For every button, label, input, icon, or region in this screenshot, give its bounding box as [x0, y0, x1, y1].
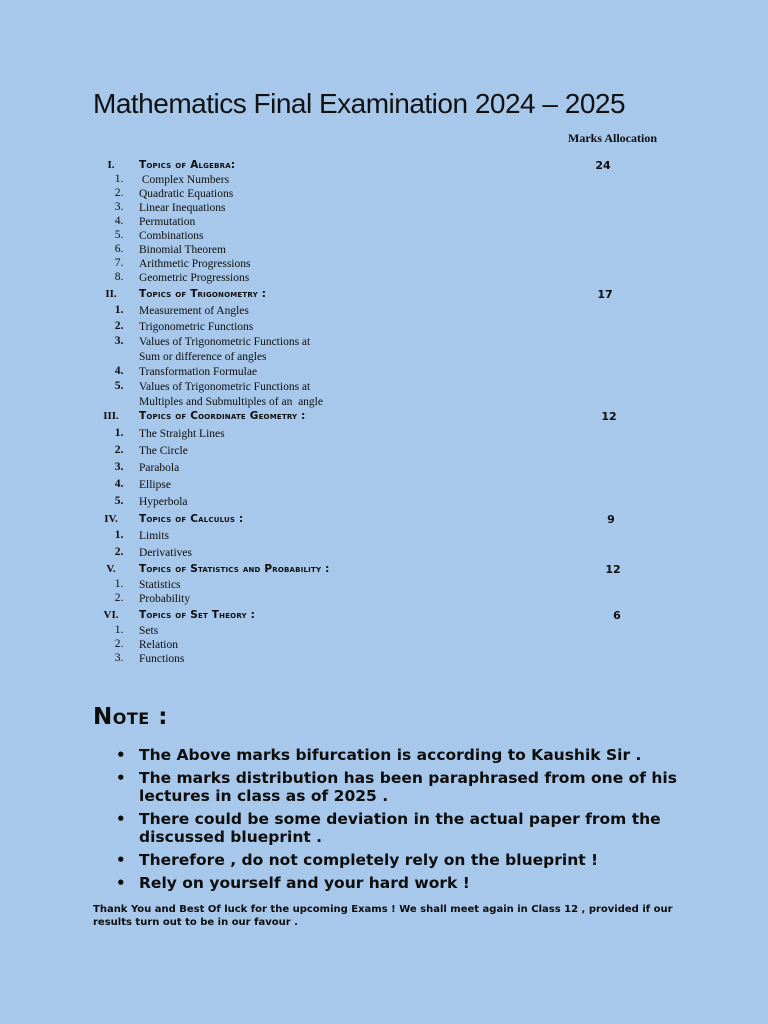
item-label: Values of Trigonometric Functions at	[139, 336, 311, 348]
item-label: The Straight Lines	[139, 428, 225, 440]
section-algebra	[0, 159, 768, 285]
section-number: III.	[103, 410, 119, 422]
note-text: The marks distribution has been paraphrased from one of his lectures in class as of 2025 .	[139, 769, 677, 805]
item-label: Arithmetic Progressions	[139, 258, 251, 270]
item-label: Quadratic Equations	[139, 188, 234, 200]
bullet-icon: •	[116, 874, 126, 892]
note-text: There could be some deviation in the actual paper from the discussed blueprint .	[139, 810, 661, 846]
item-label-continued: Multiples and Submultiples of an angle	[139, 395, 323, 408]
section-number: I.	[107, 159, 115, 171]
item-number: 1.	[114, 427, 124, 439]
list-item	[0, 365, 768, 380]
item-label: Limits	[139, 530, 170, 542]
item-number: 2.	[114, 320, 124, 332]
list-item	[0, 215, 768, 229]
list-item	[0, 495, 768, 512]
bullet-icon: •	[116, 810, 126, 828]
item-number: 2.	[114, 638, 124, 650]
list-item	[0, 304, 768, 320]
list-item	[0, 271, 768, 285]
section-number: V.	[106, 563, 116, 575]
note-text: Therefore , do not completely rely on the blueprint !	[139, 851, 599, 869]
section-coordinate-geometry	[0, 410, 768, 512]
bullet-icon: •	[116, 851, 126, 869]
list-item	[0, 173, 768, 187]
item-number: 2.	[114, 592, 124, 604]
item-label: Trigonometric Functions	[139, 321, 254, 333]
list-item	[0, 335, 768, 365]
item-number: 2.	[114, 444, 124, 456]
list-item	[0, 592, 768, 606]
item-label: Ellipse	[139, 479, 171, 491]
marks-allocation-heading: Marks Allocation	[568, 131, 657, 145]
section-title: Topics of Coordinate Geometry :	[139, 410, 306, 422]
item-number: 1.	[114, 173, 124, 185]
item-label: Complex Numbers	[139, 174, 230, 186]
item-label: Relation	[139, 639, 178, 651]
closing-message: Thank You and Best Of luck for the upcoming Exams ! We shall meet again in Class 12 , provided if our results turn out to be in our favour .	[93, 904, 673, 928]
note-bullet	[112, 769, 692, 805]
list-item	[0, 461, 768, 478]
item-label: Sets	[139, 625, 159, 637]
list-item	[0, 624, 768, 638]
note-list	[112, 746, 692, 897]
section-statistics-probability	[0, 563, 768, 606]
item-label: Hyperbola	[139, 496, 188, 508]
bullet-icon: •	[116, 769, 126, 787]
item-number: 6.	[114, 243, 124, 255]
item-number: 2.	[114, 187, 124, 199]
note-bullet	[112, 874, 692, 892]
list-item	[0, 243, 768, 257]
section-calculus	[0, 513, 768, 563]
note-text: The Above marks bifurcation is according to Kaushik Sir .	[139, 746, 642, 764]
item-number: 3.	[114, 461, 124, 473]
section-marks: 9	[607, 513, 615, 526]
section-title: Topics of Set Theory :	[139, 609, 256, 621]
list-item	[0, 380, 768, 410]
item-number: 3.	[114, 652, 124, 664]
list-item	[0, 529, 768, 546]
list-item	[0, 187, 768, 201]
section-title: Topics of Calculus :	[139, 513, 244, 525]
note-bullet	[112, 746, 692, 764]
item-number: 1.	[114, 578, 124, 590]
list-item	[0, 257, 768, 271]
item-number: 3.	[114, 335, 124, 347]
section-set-theory	[0, 609, 768, 666]
list-item	[0, 652, 768, 666]
note-text: Rely on yourself and your hard work !	[139, 874, 470, 892]
section-marks: 17	[597, 288, 613, 301]
list-item	[0, 638, 768, 652]
item-label: Probability	[139, 593, 191, 605]
item-number: 4.	[114, 215, 124, 227]
page-title: Mathematics Final Examination 2024 – 2025	[93, 88, 626, 119]
item-number: 5.	[114, 229, 124, 241]
item-number: 5.	[114, 380, 124, 392]
item-number: 1.	[114, 304, 124, 316]
item-label: Statistics	[139, 579, 181, 591]
section-marks: 24	[595, 159, 611, 172]
section-trigonometry	[0, 288, 768, 410]
section-number: IV.	[104, 513, 118, 525]
item-label: Derivatives	[139, 547, 193, 559]
item-label: Permutation	[139, 216, 196, 228]
item-label: Measurement of Angles	[139, 305, 249, 317]
section-number: II.	[105, 288, 117, 300]
list-item	[0, 201, 768, 215]
item-number: 8.	[114, 271, 124, 283]
section-marks: 12	[601, 410, 617, 423]
item-label: Transformation Formulae	[139, 366, 258, 378]
item-number: 7.	[114, 257, 124, 269]
list-item	[0, 427, 768, 444]
item-label: The Circle	[139, 445, 188, 457]
item-label: Geometric Progressions	[139, 272, 250, 284]
item-label: Values of Trigonometric Functions at	[139, 381, 311, 393]
item-label: Linear Inequations	[139, 202, 226, 214]
section-number: VI.	[103, 609, 119, 621]
bullet-icon: •	[116, 746, 126, 764]
item-number: 4.	[114, 365, 124, 377]
item-number: 1.	[114, 624, 124, 636]
section-marks: 6	[613, 609, 621, 622]
item-label: Parabola	[139, 462, 180, 474]
list-item	[0, 546, 768, 563]
list-item	[0, 229, 768, 243]
list-item	[0, 444, 768, 461]
list-item	[0, 320, 768, 335]
note-bullet	[112, 851, 692, 869]
item-label: Binomial Theorem	[139, 244, 226, 256]
item-number: 5.	[114, 495, 124, 507]
item-label: Functions	[139, 653, 185, 665]
list-item	[0, 478, 768, 495]
item-number: 2.	[114, 546, 124, 558]
section-title: Topics of Trigonometry :	[139, 288, 267, 300]
item-label-continued: Sum or difference of angles	[139, 350, 267, 363]
section-marks: 12	[605, 563, 621, 576]
item-number: 3.	[114, 201, 124, 213]
item-label: Combinations	[139, 230, 204, 242]
item-number: 4.	[114, 478, 124, 490]
item-number: 1.	[114, 529, 124, 541]
note-bullet	[112, 810, 692, 846]
list-item	[0, 578, 768, 592]
section-title: Topics of Statistics and Probability :	[139, 563, 330, 575]
note-heading: Note :	[93, 704, 168, 730]
section-title: Topics of Algebra:	[139, 159, 236, 171]
